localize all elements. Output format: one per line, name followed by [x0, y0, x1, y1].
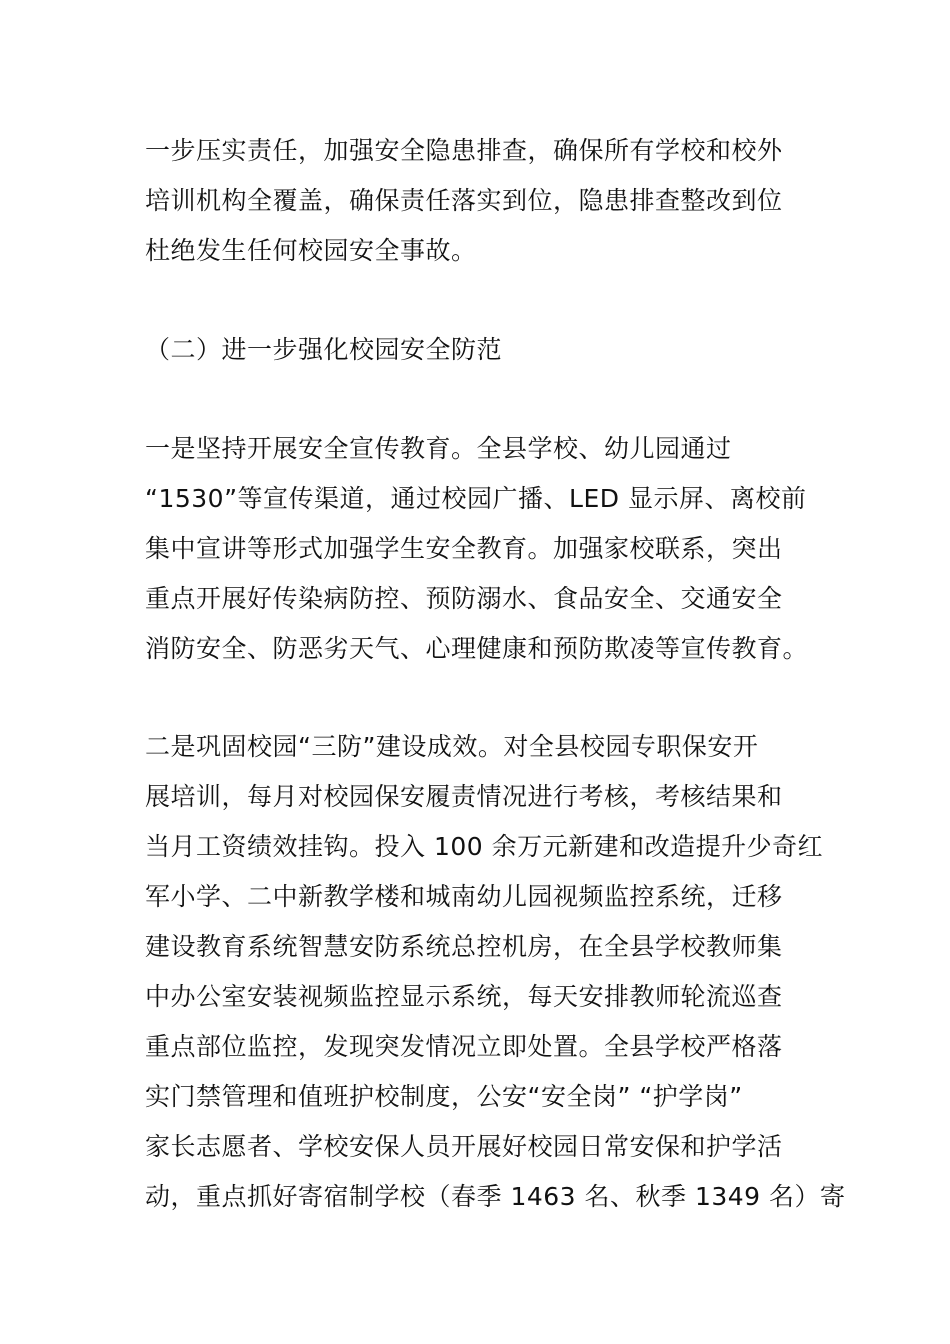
- text-line: 重点部位监控，发现突发情况立即处置。全县学校严格落: [145, 1032, 783, 1061]
- text-line: 消防安全、防恶劣天气、心理健康和预防欺凌等宣传教育。: [145, 634, 809, 663]
- text-line: 培训机构全覆盖，确保责任落实到位，隐患排查整改到位: [145, 186, 783, 215]
- text-line: 一步压实责任，加强安全隐患排查，确保所有学校和校外: [145, 136, 783, 165]
- paragraph-three-defenses: [145, 722, 845, 1222]
- text-line: 重点开展好传染病防控、预防溺水、食品安全、交通安全: [145, 584, 783, 613]
- text-line: 集中宣讲等形式加强学生安全教育。加强家校联系，突出: [145, 534, 783, 563]
- text-line: 二是巩固校园“三防”建设成效。对全县校园专职保安开: [145, 732, 759, 761]
- paragraph-safety-education: [145, 424, 845, 674]
- section-heading: [145, 325, 845, 375]
- text-line: “1530”等宣传渠道，通过校园广播、LED 显示屏、离校前: [145, 484, 807, 513]
- text-line: 当月工资绩效挂钩。投入 100 余万元新建和改造提升少奇红: [145, 832, 824, 861]
- heading-line: （二）进一步强化校园安全防范: [145, 335, 503, 364]
- text-line: 军小学、二中新教学楼和城南幼儿园视频监控系统，迁移: [145, 882, 783, 911]
- text-line: 杜绝发生任何校园安全事故。: [145, 236, 477, 265]
- text-line: 实门禁管理和值班护校制度，公安“安全岗” “护学岗”: [145, 1082, 743, 1111]
- text-line: 建设教育系统智慧安防系统总控机房，在全县学校教师集: [145, 932, 783, 961]
- text-line: 中办公室安装视频监控显示系统，每天安排教师轮流巡查: [145, 982, 783, 1011]
- text-line: 家长志愿者、学校安保人员开展好校园日常安保和护学活: [145, 1132, 783, 1161]
- paragraph-responsibility: [145, 126, 845, 276]
- text-line: 一是坚持开展安全宣传教育。全县学校、幼儿园通过: [145, 434, 732, 463]
- text-line: 展培训，每月对校园保安履责情况进行考核，考核结果和: [145, 782, 783, 811]
- text-line: 动，重点抓好寄宿制学校（春季 1463 名、秋季 1349 名）寄: [145, 1182, 846, 1211]
